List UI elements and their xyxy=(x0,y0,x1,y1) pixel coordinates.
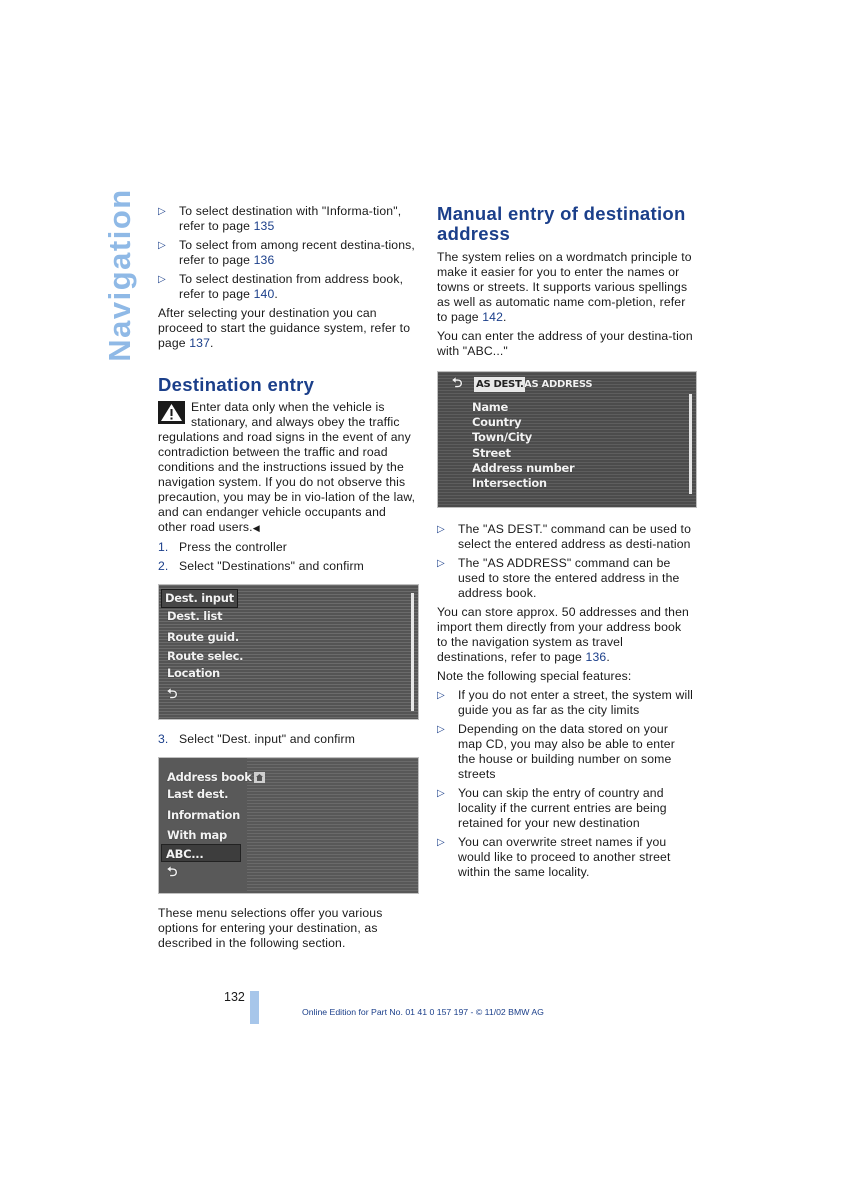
page-number: 132 xyxy=(224,990,245,1004)
right-column: Manual entry of destination address The system relies on a wordmatch principle to make it easier for you to enter the names or towns or streets. It supports various spellings as well as automatic name com-pletion, refer to page 142. You can enter the address of your destina-tion with "ABC..." ⮌ AS DEST. AS ADDRESS Name Country Town/City Street Address number Intersection ▷ The "AS DEST." command can be used to select the entered address as desti-nation ▷ The "AS ADDRESS" command can be used to store the entered address in the address book. You can store approx. 50 addresses and then import them directly from your address book to the navigation system as travel destinations, refer to page 136. Note the following special features: ▷ If you do not enter a street, the system will guide you as far as the city limits ▷ Depending on the data stored on your map CD, you may also be able to enter the house or building number on some streets ▷ You can skip the entry of country and locality if the current entries are being retained for your new destination ▷ You can overwrite street names if you would like to proceed to another street within the same locality. xyxy=(437,204,695,884)
features-intro: Note the following special features: xyxy=(437,669,632,683)
heading-destination-entry: Destination entry xyxy=(158,374,315,395)
list-item: ▷ You can overwrite street names if you would like to proceed to another street within the same locality. xyxy=(437,835,695,880)
store-paragraph: You can store approx. 50 addresses and then import them directly from your address book to the navigation system as travel destinations, refer to page xyxy=(437,605,689,664)
step-item: 1. Press the controller xyxy=(158,540,287,554)
menu-item-address-book[interactable]: Address book xyxy=(167,770,252,784)
back-icon[interactable]: ⮌ xyxy=(452,376,463,391)
abc-paragraph: You can enter the address of your destina-tion with "ABC..." xyxy=(437,329,693,358)
menu-item-route-selec[interactable]: Route selec. xyxy=(167,649,244,663)
screen-background-panel xyxy=(247,758,418,893)
end-mark: ◀ xyxy=(252,523,260,533)
menu-item-last-dest[interactable]: Last dest. xyxy=(167,787,229,801)
scrollbar[interactable] xyxy=(689,394,692,494)
menu-item-with-map[interactable]: With map xyxy=(167,828,227,842)
menu-item-dest-list[interactable]: Dest. list xyxy=(167,609,223,623)
page-link[interactable]: 140 xyxy=(253,287,275,301)
intro-paragraph: The system relies on a wordmatch principle to make it easier for you to enter the names or towns or streets. It supports various spellings as well as automatic name com-pletion, refer to page xyxy=(437,250,692,324)
list-item: ▷ You can skip the entry of country and locality if the current entries are being retained for your new destination xyxy=(437,786,695,831)
steps-list-continued xyxy=(158,732,416,747)
page-link[interactable]: 136 xyxy=(585,650,607,664)
section-side-tab xyxy=(100,188,140,362)
list-item: ▷ The "AS DEST." command can be used to select the entered address as desti-nation xyxy=(437,522,695,552)
section-side-tab-label: Navigation xyxy=(102,188,137,362)
field-address-number[interactable]: Address number xyxy=(472,461,575,475)
menu-item-route-guid[interactable]: Route guid. xyxy=(167,630,239,644)
field-country[interactable]: Country xyxy=(472,415,522,429)
back-icon[interactable]: ⮌ xyxy=(167,687,178,702)
menu-item-location[interactable]: Location xyxy=(167,666,220,680)
address-book-icon xyxy=(254,772,265,783)
as-dest-tab[interactable]: AS DEST. xyxy=(476,379,524,390)
closing-paragraph: These menu selections offer you various options for entering your destination, as described in the following section. xyxy=(158,906,383,950)
back-icon[interactable]: ⮌ xyxy=(167,865,178,880)
steps-list xyxy=(158,540,416,574)
list-item: ▷ If you do not enter a street, the system will guide you as far as the city limits xyxy=(437,688,695,718)
menu-item-information[interactable]: Information xyxy=(167,808,241,822)
scrollbar[interactable] xyxy=(411,593,414,711)
field-street[interactable]: Street xyxy=(472,446,511,460)
destinations-menu-screen xyxy=(158,584,419,720)
page-link[interactable]: 142 xyxy=(482,310,504,324)
list-item: ▷ Depending on the data stored on your map CD, you may also be able to enter the house or building number on some streets xyxy=(437,722,695,782)
page-link[interactable]: 137 xyxy=(189,336,211,350)
step-item: 3. Select "Dest. input" and confirm xyxy=(158,732,356,746)
command-list xyxy=(437,522,695,601)
features-list xyxy=(437,688,695,880)
list-item: ▷ To select from among recent destina-tions, refer to page 136 xyxy=(158,238,416,268)
list-item: ▷ To select destination with "Informa-tion", refer to page 135 xyxy=(158,204,416,234)
address-entry-screen xyxy=(437,371,697,508)
page-link[interactable]: 136 xyxy=(253,253,275,267)
step-item: 2. Select "Destinations" and confirm xyxy=(158,559,364,573)
destination-options-list xyxy=(158,204,416,302)
list-item: ▷ To select destination from address book, refer to page 140. xyxy=(158,272,416,302)
menu-item-dest-input[interactable]: Dest. input xyxy=(161,589,238,608)
heading-manual-entry: Manual entry of destination address xyxy=(437,203,686,244)
page-link[interactable]: 135 xyxy=(253,219,275,233)
field-intersection[interactable]: Intersection xyxy=(472,476,547,490)
list-item: ▷ The "AS ADDRESS" command can be used to store the entered address in the address book. xyxy=(437,556,695,601)
menu-item-abc[interactable]: ABC... xyxy=(161,844,241,862)
dest-input-menu-screen xyxy=(158,757,419,894)
paragraph-after-selecting: After selecting your destination you can proceed to start the guidance system, refer to page 137. xyxy=(158,306,411,350)
warning-icon xyxy=(158,401,185,424)
footer-edition-note: Online Edition for Part No. 01 41 0 157 197 - © 11/02 BMW AG xyxy=(302,1007,544,1017)
warning-text: Enter data only when the vehicle is stationary, and always obey the traffic regulations and road signs in the event of any contradiction between the traffic and road conditions and the instructions issued by the navigation system. If you do not observe this precaution, you may be in vio-lation of the law, and can endanger vehicle occupants and other road users. xyxy=(158,400,416,534)
field-name[interactable]: Name xyxy=(472,400,508,414)
field-town-city[interactable]: Town/City xyxy=(472,430,532,444)
warning-block xyxy=(158,400,416,536)
footer-accent-bar xyxy=(250,991,259,1024)
as-address-tab[interactable]: AS ADDRESS xyxy=(524,379,593,390)
left-column xyxy=(158,204,416,955)
